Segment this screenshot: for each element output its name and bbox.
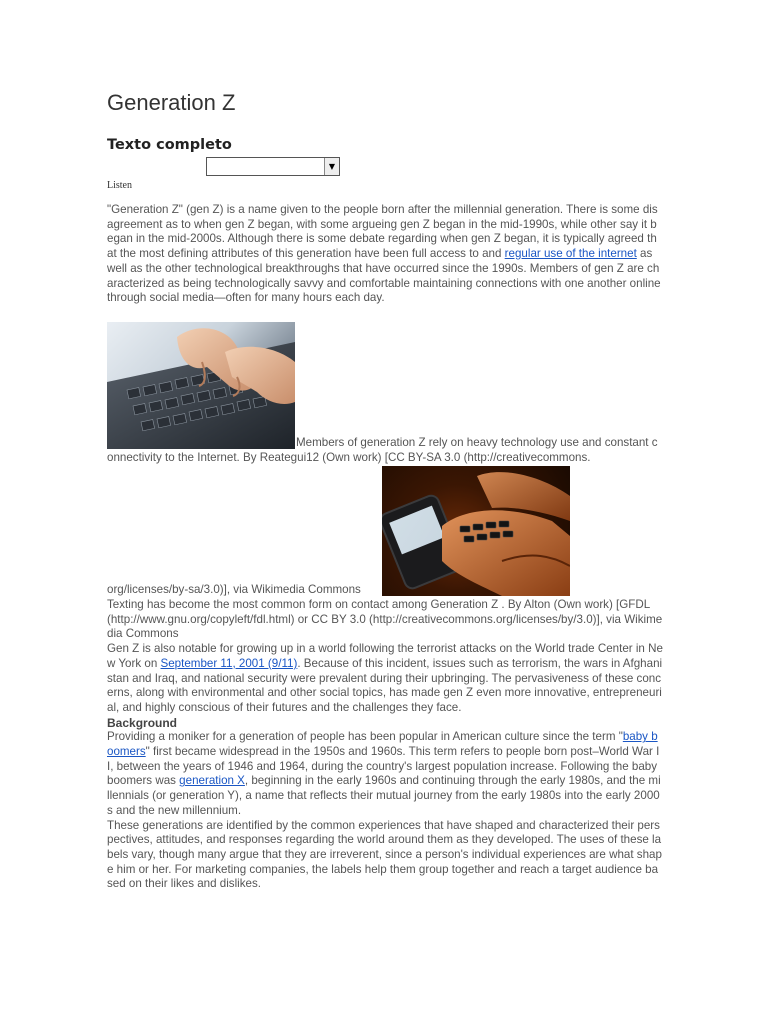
- generation-x-link[interactable]: generation X: [179, 774, 245, 788]
- keyboard-caption-end: org/licenses/by-sa/3.0)], via Wikimedia Commons: [107, 583, 361, 596]
- section-subtitle: Texto completo: [107, 137, 232, 153]
- intro-text-2: as well as the other technological breakthroughs that have occurred since the 1990s. Members of gen Z are characterized as being technologically savvy and comfortable maintaining connections with one another online through social media—often for many hours each day.: [107, 247, 661, 305]
- intro-paragraph: [107, 203, 663, 306]
- keyboard-photo: [107, 322, 295, 449]
- background-text-1: Providing a moniker for a generation of people has been popular in American culture since the term ": [107, 730, 623, 744]
- background-text-2: " first became widespread in the 1950s and 1960s. This term refers to people born post–World War II, between the years of 1946 and 1964, during the country's largest population increase. Following the baby boomers was: [107, 745, 660, 788]
- background-heading: Background: [107, 715, 178, 730]
- notable-text-2: . Because of this incident, issues such as terrorism, the wars in Afghanistan and Iraq, and national security were prevalent during their upbringing. The pervasiveness of these concerns, along with environmental and other social topics, has made gen Z even more innovative, entrepreneurial, and highly conscious of their futures and the challenges they face.: [107, 656, 663, 714]
- main-text: [107, 598, 663, 892]
- september-11-link[interactable]: September 11, 2001 (9/11): [160, 656, 298, 670]
- background-text-3: , beginning in the early 1960s and continuing through the early 1980s, and the millennials (or generation Y), a name that reflects their mutual journey from the early 1980s into the early 2000s and the new millennium.: [107, 774, 661, 817]
- page-title: Generation Z: [107, 90, 236, 115]
- chevron-down-icon[interactable]: ▼: [324, 158, 339, 175]
- notable-text-1: Gen Z is also notable for growing up in a world following the terrorist attacks on the World trade Center in New York on: [107, 642, 663, 670]
- listen-button[interactable]: Listen: [107, 180, 132, 191]
- intro-text-1: "Generation Z" (gen Z) is a name given to the people born after the millennial generation. There is some disagreement as to when gen Z began, with some argueing gen Z began in the mid-1990s, while other say it began in the mid-2000s. Although there is some debate regarding when gen Z began, it is typically agreed that the most defining attributes of this generation have been full access to and: [107, 203, 658, 261]
- phone-texting-photo: [382, 466, 570, 596]
- internet-link[interactable]: regular use of the internet: [504, 247, 637, 261]
- keyboard-caption: Members of generation Z rely on heavy technology use and constant connectivity to the Internet. By Reategui12 (Own work) [CC BY-SA 3.0 (http://creativecommons.: [107, 436, 658, 464]
- background-paragraph: [107, 730, 663, 818]
- phone-caption: Texting has become the most common form on contact among Generation Z . By Alton (Own work) [GFDL (http://www.gnu.org/copyleft/fdl.html) or CC BY 3.0 (http://creativecommons.org/licenses/by/3.0)], via Wikimedia Commons: [107, 598, 663, 641]
- baby-boomers-link[interactable]: baby boomers: [107, 730, 658, 759]
- notable-paragraph: [107, 642, 663, 716]
- language-select[interactable]: [206, 157, 340, 176]
- generations-paragraph: These generations are identified by the common experiences that have shaped and characterized their perspectives, attitudes, and responses regarding the world around them as they developed. The uses of these labels vary, though many argue that they are irreverent, since a person's individual experiences are what shape him or her. For marketing companies, the labels help them group together and reach a target audience based on their likes and dislikes.: [107, 818, 662, 891]
